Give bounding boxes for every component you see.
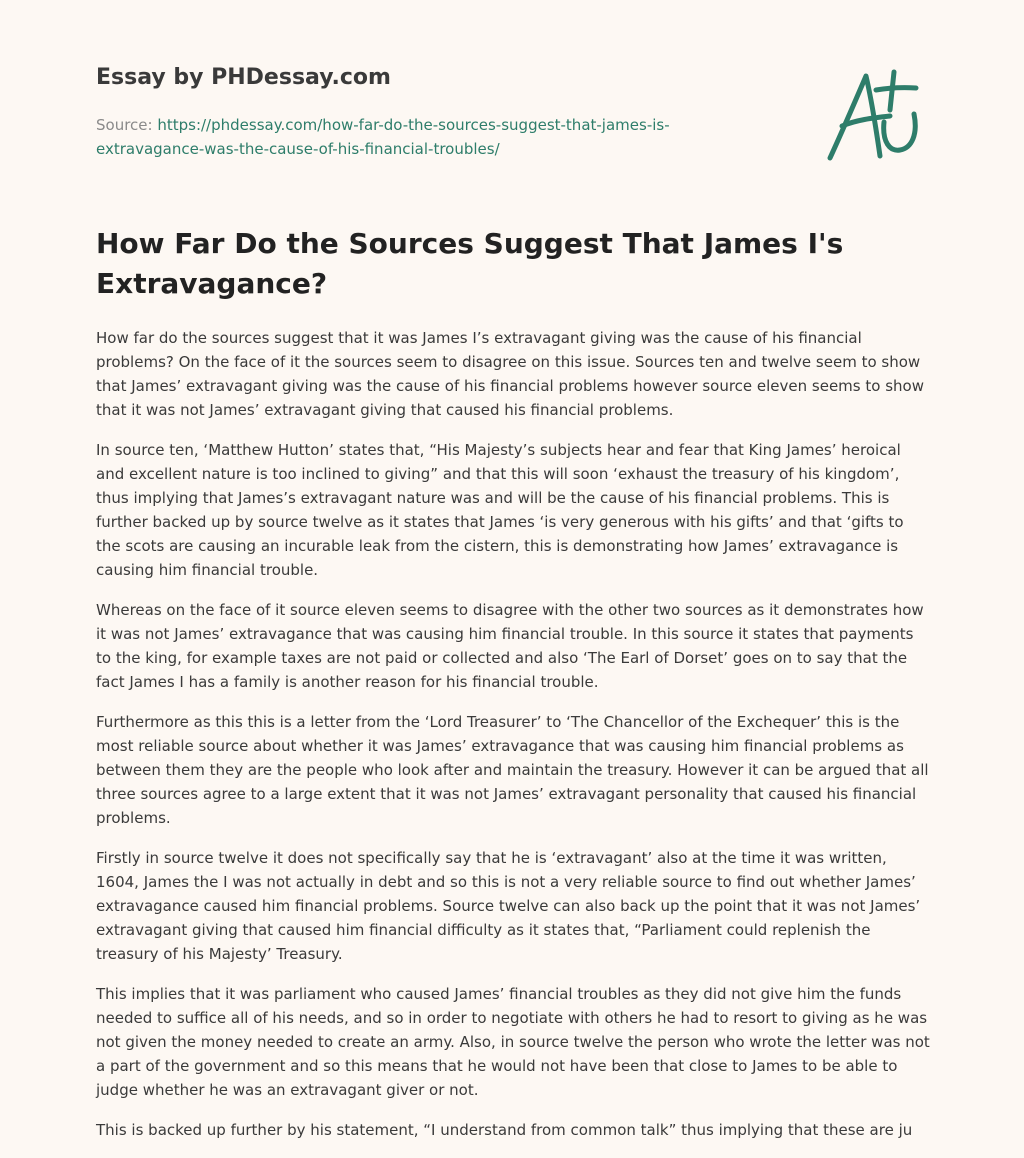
essay-paragraph-7: This is backed up further by his statement, “I understand from common talk” thus implying that these are ju <box>96 1121 913 1139</box>
essay-paragraph-1: How far do the sources suggest that it was James I’s extravagant giving was the cause of his financial problems? On the face of it the sources seem to disagree on this issue. Sources ten and twelve seem to show that James’ extravagant giving was the cause of his financial problems however source eleven seems to show that it was not James’ extravagant giving that caused his financial problems. <box>96 329 924 419</box>
essay-title-line1: How Far Do the Sources Suggest That James I's <box>96 227 844 260</box>
source-link[interactable] <box>96 116 670 158</box>
essay-title <box>96 224 896 304</box>
essay-body <box>96 326 930 1158</box>
a-plus-logo-icon <box>820 66 930 166</box>
essay-paragraph-4: Furthermore as this this is a letter from the ‘Lord Treasurer’ to ‘The Chancellor of the Exchequer’ this is the most reliable source about whether it was James’ extravagance that was causing him financial problems as between them they are the people who look after and maintain the treasury. However it can be argued that all three sources agree to a large extent that it was not James’ extravagant personality that caused his financial problems. <box>96 713 929 827</box>
essay-paragraph-2: In source ten, ‘Matthew Hutton’ states that, “His Majesty’s subjects hear and fear that King James’ heroical and excellent nature is too inclined to giving” and that this will soon ‘exhaust the treasury of his kingdom’, thus implying that James’s extravagant nature was and will be the cause of his financial problems. This is further backed up by source twelve as it states that James ‘is very generous with his gifts’ and that ‘gifts to the scots are causing an incurable leak from the cistern, this is demonstrating how James’ extravagance is causing him financial trouble. <box>96 441 904 579</box>
site-brand: Essay by PHDessay.com <box>96 65 391 90</box>
essay-paragraph-6: This implies that it was parliament who caused James’ financial troubles as they did not give him the funds needed to suffice all of his needs, and so in order to negotiate with others he had to resort to giving as he was not given the money needed to create an army. Also, in source twelve the person who wrote the letter was not a part of the government and so this means that he would not have been that close to James to be able to judge whether he was an extravagant giver or not. <box>96 985 930 1099</box>
essay-paragraph-5: Firstly in source twelve it does not specifically say that he is ‘extravagant’ also at the time it was written, 1604, James the I was not actually in debt and so this is not a very reliable source to find out whether James’ extravagance caused him financial problems. Source twelve can also back up the point that it was not James’ extravagant giving that caused him financial difficulty as it states that, “Parliament could replenish the treasury of his Majesty’ Treasury. <box>96 849 921 963</box>
source-label: Source: <box>96 116 158 134</box>
source-line <box>96 113 796 161</box>
essay-header <box>96 63 796 161</box>
essay-title-line2: Extravagance? <box>96 267 328 300</box>
source-url-line2: extravagance-was-the-cause-of-his-financial-troubles/ <box>96 140 500 158</box>
essay-paragraph-3: Whereas on the face of it source eleven seems to disagree with the other two sources as it demonstrates how it was not James’ extravagance that was causing him financial trouble. In this source it states that payments to the king, for example taxes are not paid or collected and also ‘The Earl of Dorset’ goes on to say that the fact James I has a family is another reason for his financial trouble. <box>96 601 924 691</box>
source-url-line1: https://phdessay.com/how-far-do-the-sources-suggest-that-james-is- <box>157 116 670 134</box>
